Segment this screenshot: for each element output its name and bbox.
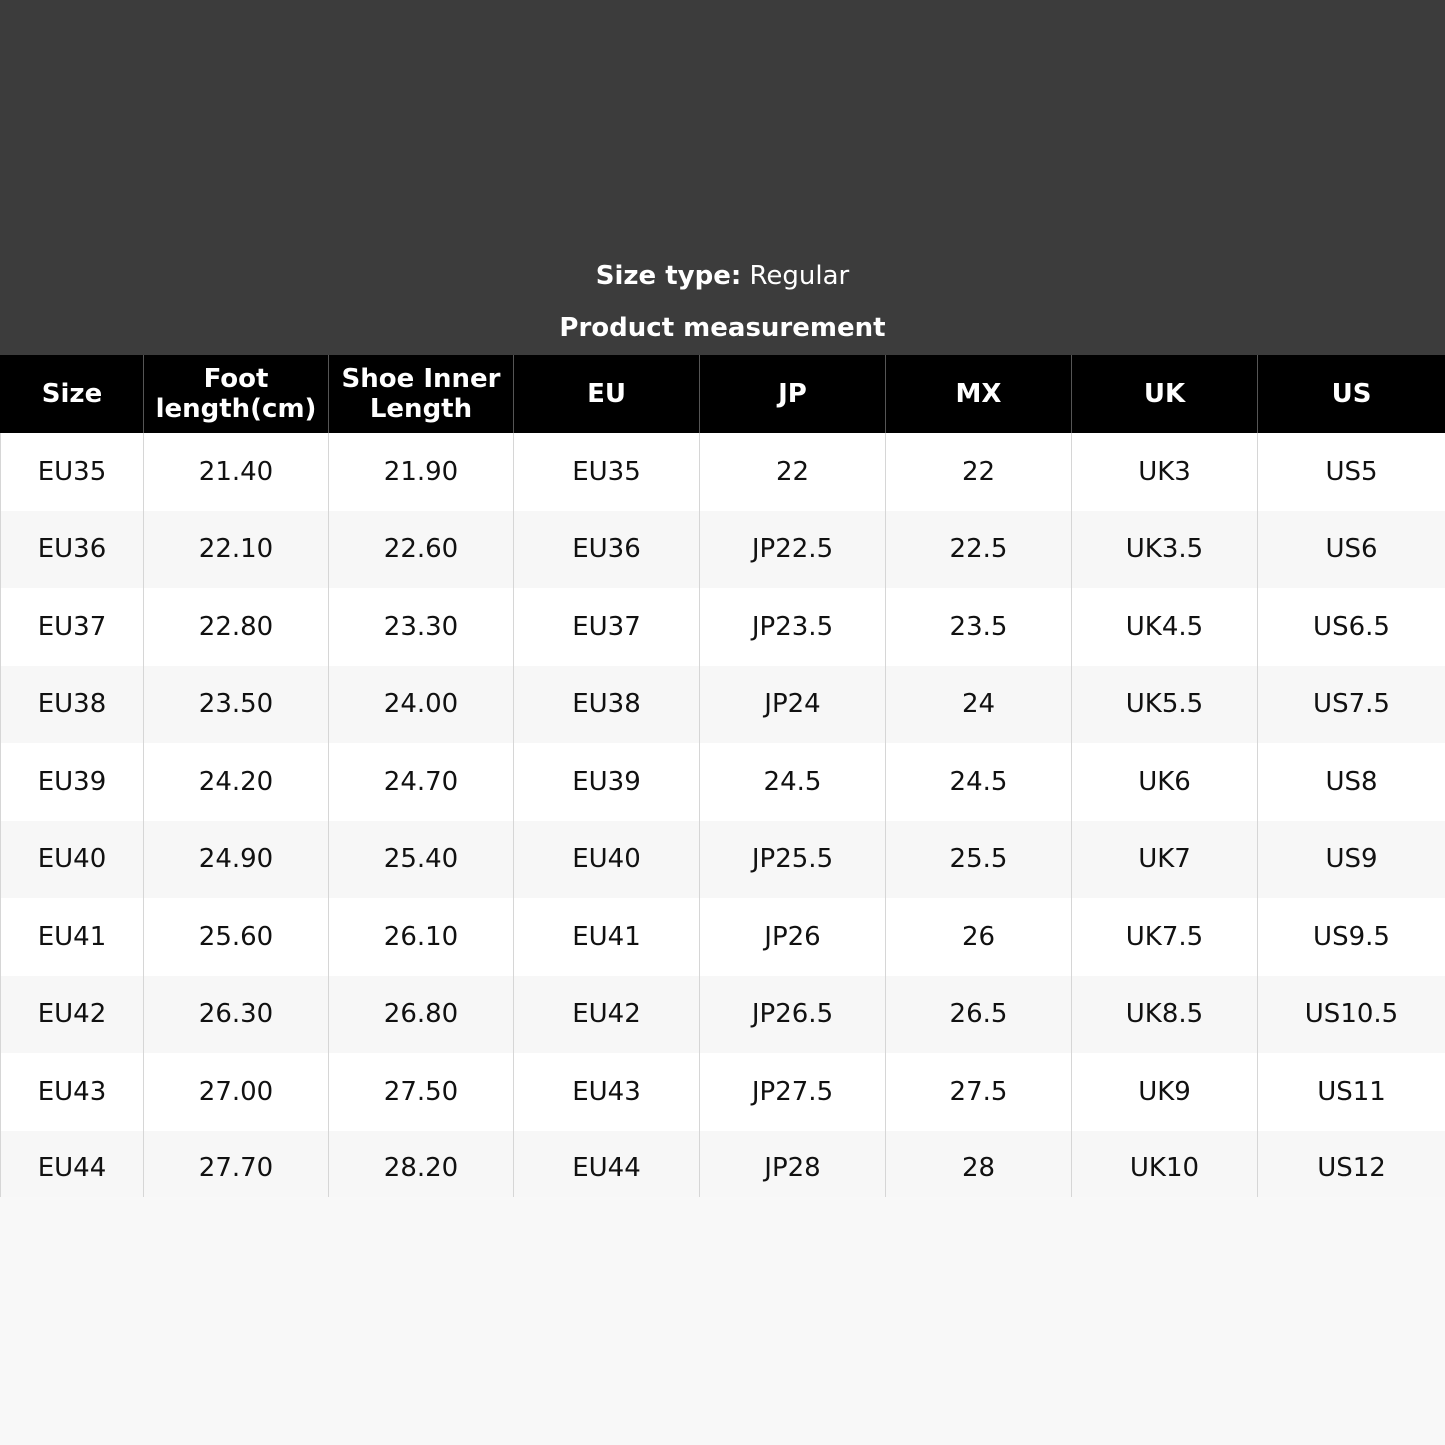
table-cell: 21.90 [329, 433, 514, 511]
table-cell: EU41 [514, 898, 700, 976]
table-cell: EU39 [1, 743, 144, 821]
size-table [0, 355, 1445, 1197]
top-banner [0, 0, 1445, 355]
table-row [1, 821, 1445, 899]
table-cell: UK10 [1072, 1131, 1258, 1197]
size-type-line [0, 259, 1445, 293]
table-cell: UK9 [1072, 1053, 1258, 1131]
table-cell: EU42 [514, 976, 700, 1054]
table-cell: 28 [886, 1131, 1072, 1197]
table-cell: 21.40 [144, 433, 329, 511]
size-type-label: Size type: [595, 261, 742, 291]
table-cell: UK3 [1072, 433, 1258, 511]
table-row [1, 1131, 1445, 1197]
column-header-foot-length: Foot length(cm) [144, 355, 329, 433]
table-cell: 27.50 [329, 1053, 514, 1131]
table-row [1, 898, 1445, 976]
table-cell: 25.5 [886, 821, 1072, 899]
table-cell: 22.10 [144, 511, 329, 589]
table-cell: JP26.5 [700, 976, 886, 1054]
table-cell: JP22.5 [700, 511, 886, 589]
table-cell: 24.00 [329, 666, 514, 744]
table-cell: EU36 [1, 511, 144, 589]
table-cell: 22.80 [144, 588, 329, 666]
table-cell: 24.90 [144, 821, 329, 899]
table-row [1, 976, 1445, 1054]
table-cell: 22 [700, 433, 886, 511]
table-cell: EU40 [514, 821, 700, 899]
table-cell: 22.5 [886, 511, 1072, 589]
column-header-shoe-inner-length: Shoe Inner Length [329, 355, 514, 433]
table-cell: UK6 [1072, 743, 1258, 821]
table-cell: US7.5 [1258, 666, 1445, 744]
table-cell: JP26 [700, 898, 886, 976]
table-cell: EU43 [514, 1053, 700, 1131]
size-type-value: Regular [749, 261, 850, 291]
table-cell: EU41 [1, 898, 144, 976]
table-cell: JP28 [700, 1131, 886, 1197]
table-body [1, 433, 1445, 1197]
table-cell: EU38 [514, 666, 700, 744]
table-cell: 27.00 [144, 1053, 329, 1131]
column-header-eu: EU [514, 355, 700, 433]
table-cell: US12 [1258, 1131, 1445, 1197]
column-header-uk: UK [1072, 355, 1258, 433]
table-row [1, 588, 1445, 666]
table-cell: US6 [1258, 511, 1445, 589]
table-cell: 26.10 [329, 898, 514, 976]
table-cell: 23.30 [329, 588, 514, 666]
table-row [1, 666, 1445, 744]
table-cell: JP24 [700, 666, 886, 744]
table-cell: US8 [1258, 743, 1445, 821]
table-cell: EU35 [1, 433, 144, 511]
table-cell: 27.70 [144, 1131, 329, 1197]
table-row [1, 743, 1445, 821]
table-cell: US5 [1258, 433, 1445, 511]
table-cell: 25.60 [144, 898, 329, 976]
table-cell: US6.5 [1258, 588, 1445, 666]
table-cell: UK3.5 [1072, 511, 1258, 589]
table-cell: 23.50 [144, 666, 329, 744]
table-cell: 25.40 [329, 821, 514, 899]
table-cell: 28.20 [329, 1131, 514, 1197]
table-cell: UK7 [1072, 821, 1258, 899]
table-row [1, 1053, 1445, 1131]
table-cell: US10.5 [1258, 976, 1445, 1054]
column-header-us: US [1258, 355, 1445, 433]
table-cell: 24.20 [144, 743, 329, 821]
table-cell: US9 [1258, 821, 1445, 899]
table-cell: UK5.5 [1072, 666, 1258, 744]
table-cell: EU35 [514, 433, 700, 511]
table-row [1, 511, 1445, 589]
table-cell: 26.5 [886, 976, 1072, 1054]
column-header-mx: MX [886, 355, 1072, 433]
table-cell: EU42 [1, 976, 144, 1054]
table-cell: 24 [886, 666, 1072, 744]
table-title: Product measurement [559, 313, 886, 343]
table-cell: 27.5 [886, 1053, 1072, 1131]
table-cell: EU40 [1, 821, 144, 899]
table-cell: 22 [886, 433, 1072, 511]
table-row [1, 433, 1445, 511]
table-cell: JP27.5 [700, 1053, 886, 1131]
table-cell: EU43 [1, 1053, 144, 1131]
table-cell: EU39 [514, 743, 700, 821]
table-cell: 24.5 [886, 743, 1072, 821]
table-cell: UK7.5 [1072, 898, 1258, 976]
table-cell: UK8.5 [1072, 976, 1258, 1054]
table-cell: EU36 [514, 511, 700, 589]
table-cell: EU44 [1, 1131, 144, 1197]
table-cell: 23.5 [886, 588, 1072, 666]
table-cell: JP25.5 [700, 821, 886, 899]
table-cell: 26.30 [144, 976, 329, 1054]
table-cell: 24.5 [700, 743, 886, 821]
table-cell: US11 [1258, 1053, 1445, 1131]
table-cell: 26 [886, 898, 1072, 976]
table-cell: JP23.5 [700, 588, 886, 666]
column-header-jp: JP [700, 355, 886, 433]
table-cell: EU44 [514, 1131, 700, 1197]
table-cell: EU38 [1, 666, 144, 744]
column-header-size: Size [1, 355, 144, 433]
table-cell: 26.80 [329, 976, 514, 1054]
table-cell: US9.5 [1258, 898, 1445, 976]
table-cell: EU37 [514, 588, 700, 666]
table-cell: EU37 [1, 588, 144, 666]
table-cell: 22.60 [329, 511, 514, 589]
table-cell: 24.70 [329, 743, 514, 821]
table-cell: UK4.5 [1072, 588, 1258, 666]
table-header-row [1, 355, 1445, 433]
